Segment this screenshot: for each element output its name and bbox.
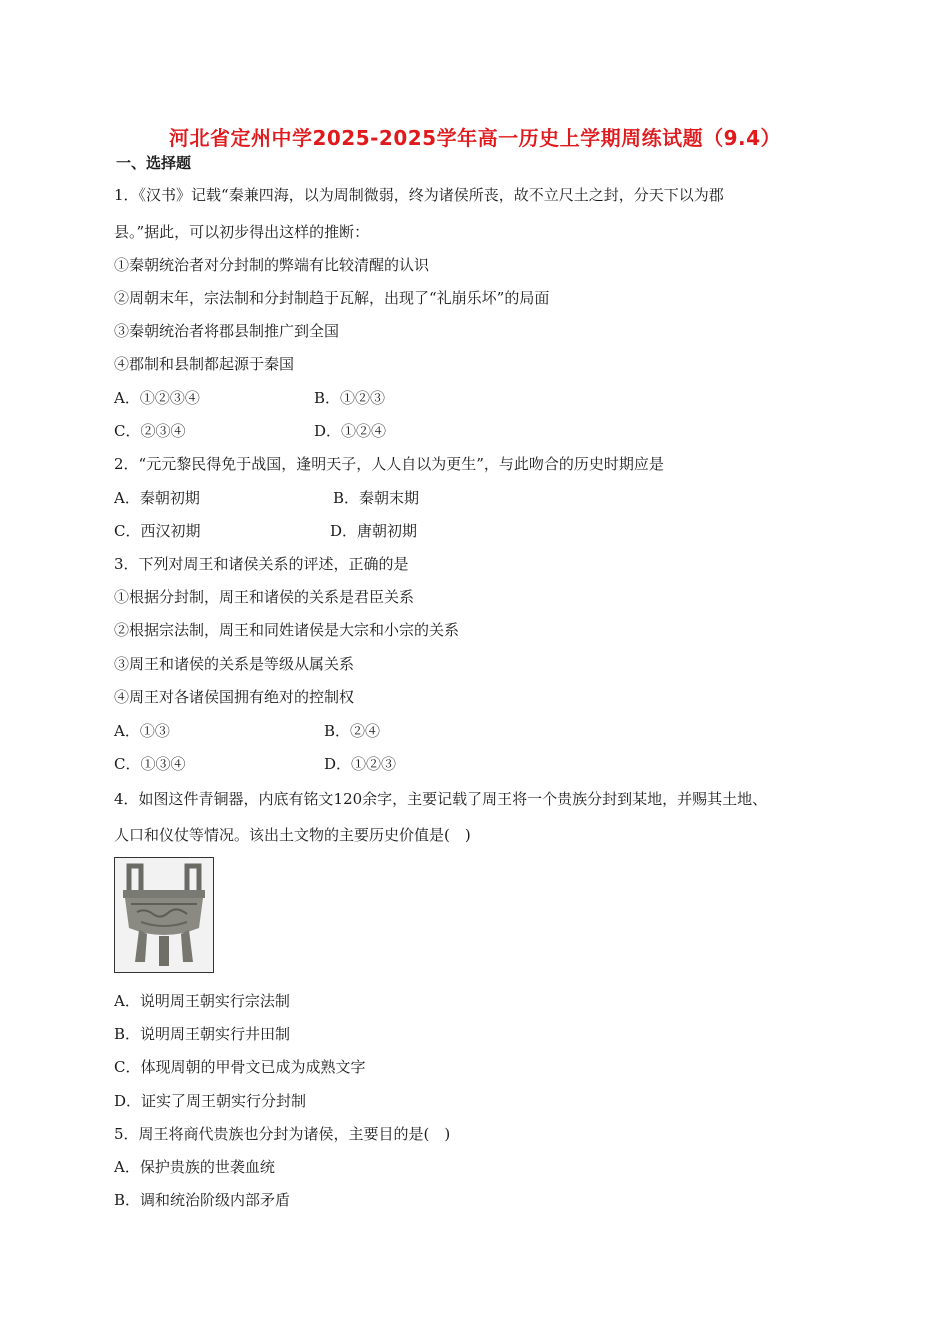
q2-option-c: C．西汉初期 <box>114 522 201 540</box>
q3-option-b: B．②④ <box>324 722 381 740</box>
q3-option-a: A．①③ <box>114 722 170 740</box>
q2-option-a: A．秦朝初期 <box>114 489 200 507</box>
q2-option-d: D．唐朝初期 <box>330 522 418 540</box>
section-heading: 一、选择题 <box>116 154 192 172</box>
q4-option-a: A．说明周王朝实行宗法制 <box>114 992 290 1010</box>
q4-option-d: D．证实了周王朝实行分封制 <box>114 1092 307 1110</box>
q3-statement-4: ④周王对各诸侯国拥有绝对的控制权 <box>114 688 355 706</box>
q3-option-d: D．①②③ <box>324 755 397 773</box>
page-title: 河北省定州中学2025-2025学年高一历史上学期周练试题（9.4） <box>168 126 782 150</box>
q1-statement-2: ②周朝末年，宗法制和分封制趋于瓦解，出现了“礼崩乐坏”的局面 <box>114 289 550 307</box>
q5-option-a: A．保护贵族的世袭血统 <box>114 1158 275 1176</box>
q1-option-d: D．①②④ <box>314 422 387 440</box>
q1-option-c: C．②③④ <box>114 422 186 440</box>
q5-stem: 5．周王将商代贵族也分封为诸侯，主要目的是( ) <box>114 1125 451 1143</box>
q1-statement-1: ①秦朝统治者对分封制的弊端有比较清醒的认识 <box>114 256 430 274</box>
q2-option-b: B．秦朝末期 <box>333 489 420 507</box>
q1-stem-line-1: 1．《汉书》记载“秦兼四海，以为周制微弱，终为诸侯所丧，故不立尺土之封，分天下以为郡 <box>114 186 724 204</box>
q5-option-b: B．调和统治阶级内部矛盾 <box>114 1191 291 1209</box>
q4-option-b: B．说明周王朝实行井田制 <box>114 1025 291 1043</box>
bronze-ding-vessel-icon <box>115 858 213 972</box>
q3-statement-2: ②根据宗法制，周王和同姓诸侯是大宗和小宗的关系 <box>114 621 460 639</box>
q3-statement-1: ①根据分封制，周王和诸侯的关系是君臣关系 <box>114 588 415 606</box>
q1-statement-3: ③秦朝统治者将郡县制推广到全国 <box>114 322 340 340</box>
q4-stem-line-2: 人口和仪仗等情况。该出土文物的主要历史价值是( ) <box>114 826 471 844</box>
q3-statement-3: ③周王和诸侯的关系是等级从属关系 <box>114 655 355 673</box>
q1-statement-4: ④郡制和县制都起源于秦国 <box>114 355 295 373</box>
q1-option-a: A．①②③④ <box>114 389 200 407</box>
q4-stem-line-1: 4．如图这件青铜器，内底有铭文120余字，主要记载了周王将一个贵族分封到某地，并赐其土地、 <box>114 790 768 808</box>
q1-stem-line-2: 县。”据此，可以初步得出这样的推断： <box>114 223 370 241</box>
q3-option-c: C．①③④ <box>114 755 186 773</box>
q4-option-c: C．体现周朝的甲骨文已成为成熟文字 <box>114 1058 366 1076</box>
bronze-ding-vessel-image <box>114 857 214 973</box>
q3-stem: 3．下列对周王和诸侯关系的评述，正确的是 <box>114 555 409 573</box>
q1-option-b: B．①②③ <box>314 389 386 407</box>
q2-stem: 2．“元元黎民得免于战国，逢明天子，人人自以为更生”，与此吻合的历史时期应是 <box>114 455 664 473</box>
